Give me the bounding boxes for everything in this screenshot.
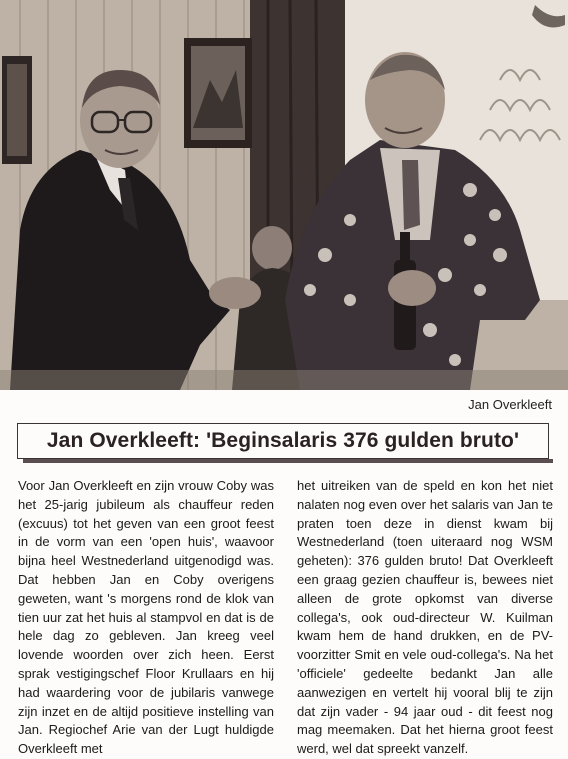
article-text-left: Voor Jan Overkleeft en zijn vrouw Coby was het 25-jarig jubileum als chauffeur reden (excuus) tot het geven van een groot feest in de vorm van een 'open huis', waavoor bijna heel Westnederland uitgenodigd was. Dat hebben Jan en Coby overigens geweten, want 's morgens rond de klok van tien uur zat het huis al stampvol en dat is de hele dag zo gebleven. Jan kreeg veel lovende woorden over zich heen. Eerst sprak vestigingschef Floor Krullaars en hij had waardering voor de jubilaris vanwege zijn inzet en de altijd positieve instelling van Jan. Regiochef Arie van der Lugt huldigde Overkleeft met	[18, 478, 274, 757]
article-column-right	[297, 477, 553, 759]
headline-shadow	[23, 459, 553, 463]
headline-box	[17, 423, 549, 459]
article-headline: Jan Overkleeft: 'Beginsalaris 376 gulden bruto'	[46, 429, 520, 452]
article-text-right: het uitreiken van de speld en kon het niet nalaten nog even over het salaris van Jan te praten toen deze in dienst kwam bij Westnederland (toen uiteraard nog WSM geheten): 376 gulden bruto! Dat Overkleeft een graag gezien chauffeur is, bewees niet alleen de grote opkomst van diverse collega's, ook oud-directeur W. Kuilman kwam hem de hand drukken, en de PV-voorzitter Smit en vele oud-collega's. Na het 'officiele' gedeelte bedankt Jan alle aanwezigen en vertelt hij vooral blij te zijn dat zijn vader - 94 jaar oud - dit feest nog mag meemaken. Dat het hierna groot feest werd, wel dat spreekt vanzelf.	[297, 478, 553, 757]
article-column-left	[18, 477, 274, 759]
photo-caption: Jan Overkleeft	[468, 397, 552, 412]
